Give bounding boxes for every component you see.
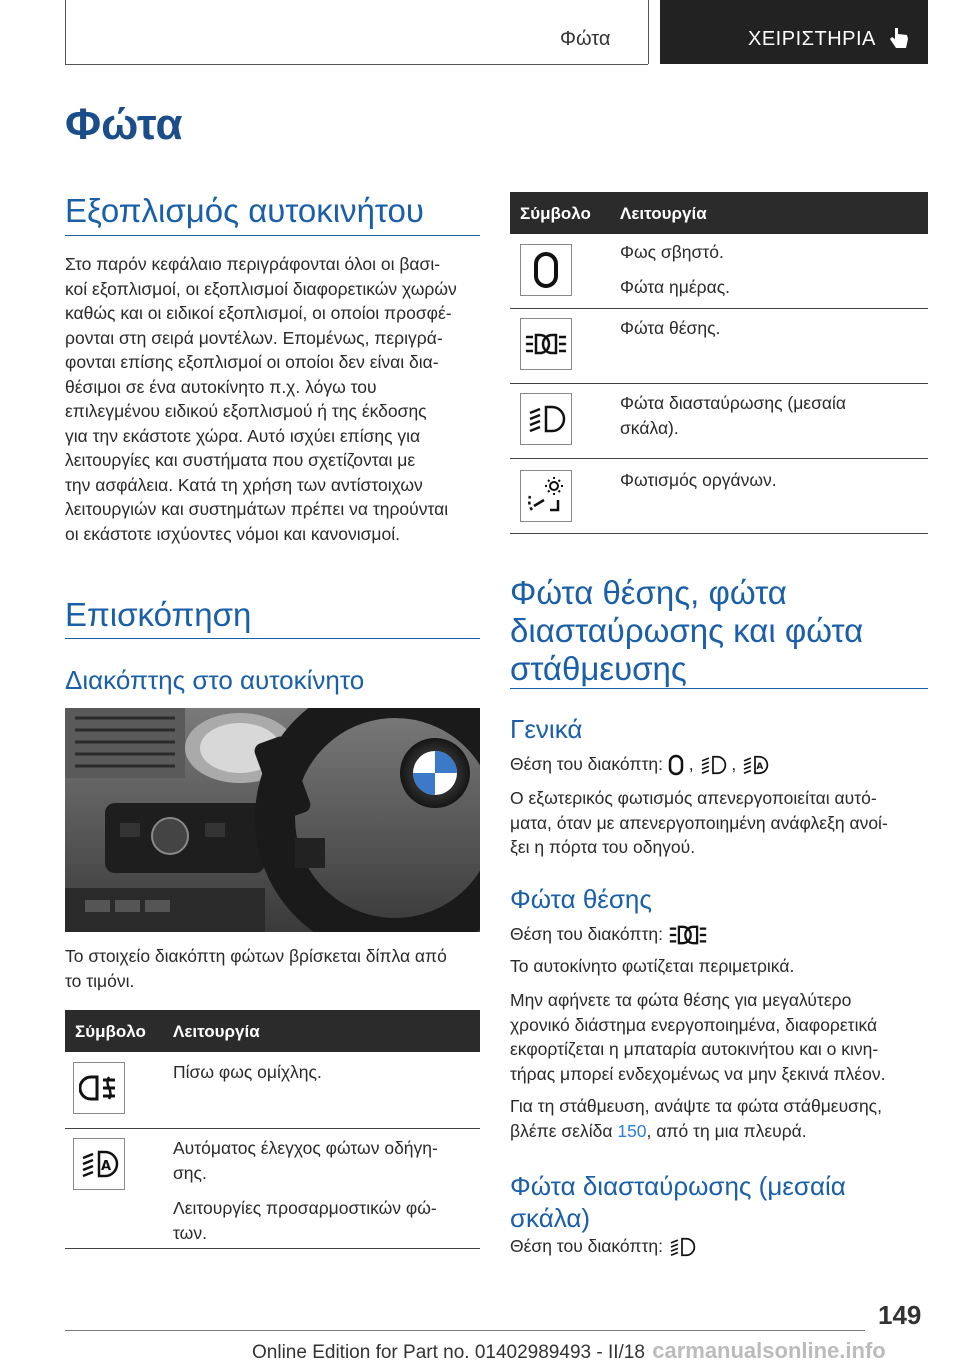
header-left-border (65, 0, 66, 64)
footer-rule (65, 1330, 865, 1331)
header-bottom-border (65, 64, 648, 65)
parking-text-1: Το αυτοκίνητο φωτίζεται περιμετρικά. (510, 956, 795, 976)
parking-lights-icon (520, 318, 572, 370)
page-link-150[interactable]: 150 (617, 1120, 647, 1141)
footer-edition: Online Edition for Part no. 01402989493 - II/18 carmanualsonline.info (252, 1338, 886, 1363)
parking-switch-line: Θέση του διακόπτη: (510, 922, 940, 947)
lights-off-icon (520, 244, 572, 296)
equipment-text: Στο παρόν κεφάλαιο περιγράφονται όλοι οι βασι- κοί εξοπλισμοί, οι εξοπλισμοί διαφορετικών χωρών καθώς και οι ειδικοί εξοπλισμοί, οι οποίοι προσφέ- ρονται στη σειρά μοντέλων. Επομένως, περιγρά- φονται επίσης εξοπλισμοί οι οποίοι δεν είναι δια- θέσιμοι σε ένα αυτοκίνητο π.χ. λόγω του επιλεγμένου ειδικού εξοπλισμού ή της έκδοσης για την εκάστοτε χώρα. Αυτό ισχύει επίσης για λειτουργίες και συστήματα που σχετίζονται με την ασφάλεια. Κατά τη χρήση των αντίστοιχων λειτουργιών και συστημάτων πρέπει να τηρούνται οι εκάστοτε ισχύοντες νόμοι και κανονισμοί. (65, 254, 457, 544)
section-tab[interactable]: Φώτα (560, 28, 611, 50)
parking-text-2: Μην αφήνετε τα φώτα θέσης για μεγαλύτερο χρονικό διάστημα ενεργοποιημένα, διαφορετικά εκφορτίζεται η μπαταρία αυτοκινήτου και ο κινη- τήρας μπορεί ενδεχομένως να μην ξεκινά πλέον. (510, 990, 886, 1084)
row-parking-lights-text: Φώτα θέσης. (620, 318, 721, 338)
col-symbol: Σύμβολο (520, 204, 591, 223)
lights-rule (510, 688, 928, 689)
overview-heading: Επισκόπηση (65, 596, 252, 633)
chapter-tab[interactable] (660, 0, 928, 64)
equipment-heading: Εξοπλισμός αυτοκινήτου (65, 192, 424, 229)
right-table-header (510, 192, 928, 234)
instrument-lighting-icon (520, 470, 572, 522)
general-text: Ο εξωτερικός φωτισμός απενεργοποιείται αυτό- ματα, όταν με απενεργοποιημένη ανάφλεξη ανοί- ξει η πόρτα του οδηγού. (510, 788, 888, 857)
lowbeam-heading: Φώτα διασταύρωσης (μεσαία σκάλα) (510, 1171, 846, 1233)
general-heading: Γενικά (510, 714, 583, 744)
photo-caption: Το στοιχείο διακόπτη φώτων βρίσκεται δίπλα από το τιμόνι. (65, 946, 447, 991)
general-switch-line: Θέση του διακόπτη: , , A (510, 752, 940, 777)
col-function: Λειτουργία (620, 204, 707, 223)
hand-pointer-icon (888, 26, 910, 50)
parking-heading: Φώτα θέσης (510, 884, 652, 914)
right-table-row-divider (510, 458, 928, 459)
right-table-row-divider (510, 383, 928, 384)
right-table-row-divider (510, 308, 928, 309)
svg-text:A: A (756, 762, 764, 773)
rear-fog-light-icon (73, 1062, 125, 1114)
low-beam-icon (699, 754, 727, 776)
parking-text-3: Για τη στάθμευση, ανάψτε τα φώτα στάθμευσης, βλέπε σελίδα 150, από τη μια πλευρά. (510, 1096, 882, 1141)
dashboard-photo (65, 708, 480, 932)
chapter-tab-label: ΧΕΙΡΙΣΤΗΡΙΑ (748, 28, 876, 50)
left-table-row-divider (65, 1128, 480, 1129)
page-number: 149 (878, 1300, 922, 1330)
row-auto-headlight-text: Αυτόματος έλεγχος φώτων οδήγη- σης. Λειτουργίες προσαρμοστικών φώ- των. (173, 1138, 438, 1243)
auto-headlight-icon (73, 1138, 125, 1190)
row-low-beam-text: Φώτα διασταύρωσης (μεσαία σκάλα). (620, 393, 847, 438)
lights-off-icon (668, 754, 684, 776)
row-lights-off-text: Φως σβηστό. Φώτα ημέρας. (620, 242, 731, 297)
auto-headlight-icon (741, 754, 769, 776)
lowbeam-switch-line: Θέση του διακόπτη: (510, 1234, 940, 1259)
watermark: carmanualsonline.info (652, 1338, 886, 1363)
col-symbol: Σύμβολο (75, 1022, 146, 1041)
switch-heading: Διακόπτης στο αυτοκίνητο (65, 665, 365, 695)
lights-heading: Φώτα θέσης, φώτα διασταύρωσης και φώτα στάθμευσης (510, 574, 864, 687)
right-table-bottom (510, 533, 928, 534)
row-instrument-lighting-text: Φωτισμός οργάνων. (620, 470, 777, 490)
left-table-bottom (65, 1248, 480, 1249)
equipment-rule (65, 235, 480, 236)
low-beam-icon (668, 1236, 696, 1258)
col-function: Λειτουργία (173, 1022, 260, 1041)
page-title: Φώτα (65, 100, 183, 149)
parking-lights-icon (668, 924, 708, 946)
low-beam-icon (520, 393, 572, 445)
svg-text:A: A (101, 1159, 112, 1174)
left-table-header (65, 1010, 480, 1052)
header-separator (648, 0, 649, 64)
row-rear-fog-text: Πίσω φως ομίχλης. (173, 1062, 322, 1082)
overview-rule (65, 638, 480, 639)
